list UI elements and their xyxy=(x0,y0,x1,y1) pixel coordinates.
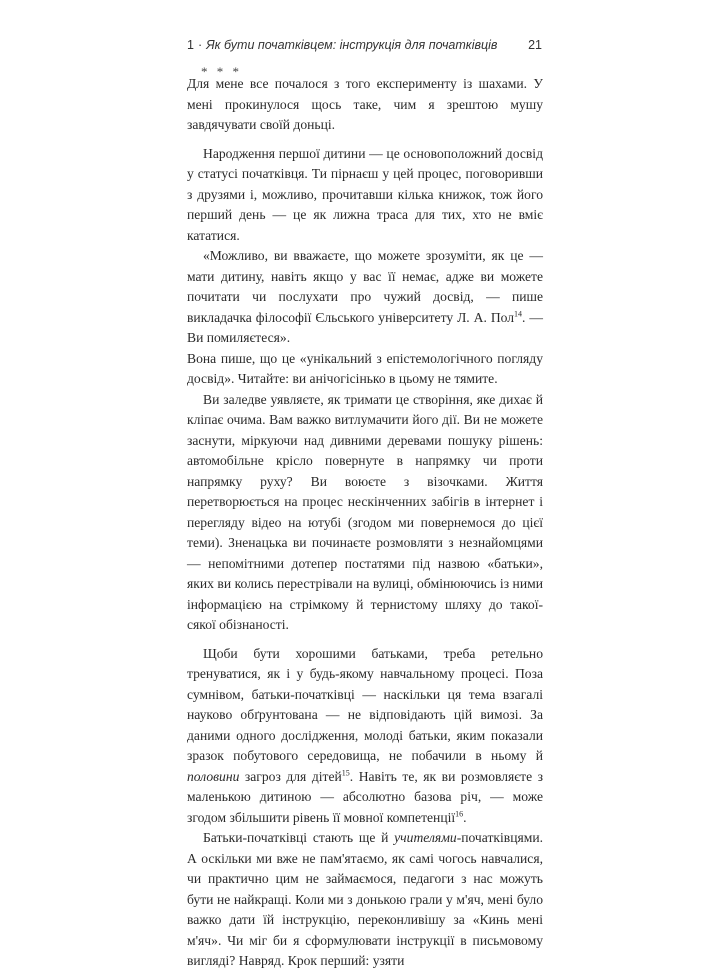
chapter-number: 1 xyxy=(187,38,194,52)
footnote-ref-14: 14 xyxy=(514,308,523,318)
paragraph-6: Щоби бути хорошими батьками, треба ретельно тренуватися, як і у будь-якому навчальному процесі. Поза сумнівом, батьки-початківці — наскільки ця тема взагалі науково обґрунтована — не відповідають цій вимозі. За даними одного дослідження, молоді батьки, яким показали зразок побутового середовища, не побачили в ньому й половини загроз для дітей$^{15}$. Навіть те, як ви розмовляєте з маленькою дитиною — абсолютно базова річ, — може згодом збільшити рівень її мовної компетенції$^{16}$. xyxy=(187,645,543,825)
section-divider: * * * xyxy=(201,64,242,79)
paragraph-1: Для мене все почалося з того експерименту із шахами. У мені прокинулося щось таке, чим я зрештою мушу завдячувати своїй доньці. xyxy=(187,76,543,132)
emphasis-text: учителями xyxy=(394,830,457,845)
running-header xyxy=(187,38,542,58)
body-text xyxy=(187,74,543,972)
paragraph-4: Вона пише, що це «унікальний з епістемологічного погляду досвід». Читайте: ви анічогісінько в цьому не тямите. xyxy=(187,350,543,386)
footnote-ref-16: 16 xyxy=(455,808,464,818)
paragraph-7: Батьки-початківці стають ще й учителями-початківцями. А оскільки ми вже не пам'ятаємо, як самі чогось навчалися, чи практично цим не займаємося, педагоги з нас можуть бути не найкращі. Коли ми з донькою грали у м'яч, мені було важко дати їй інструкцію, переконливішу за «Кинь мені м'яч». Чи міг би я сформулювати інструкції в письмовому вигляді? Навряд. Крок перший: узяти xyxy=(187,830,543,968)
paragraph-2: Народження першої дитини — це основоположний досвід у статусі початківця. Ти пірнаєш у цей процес, поговоривши з друзями і, можливо, прочитавши кілька книжок, тож його перший день — це як лижна траса для тих, хто не вміє кататися. xyxy=(187,145,543,243)
chapter-title: Як бути початківцем: інструкція для початківців xyxy=(206,38,498,52)
emphasis-text: половини xyxy=(187,768,240,784)
header-separator: · xyxy=(197,38,203,52)
paragraph-3: «Можливо, ви вважаєте, що можете зрозуміти, як це — мати дитину, навіть якщо у вас її немає, адже ви можете почитати чи послухати про чужий досвід, — пише викладачка філософії Єльського університету Л. А. Пол$^{14}$. — Ви помиляєтеся». xyxy=(187,248,543,345)
paragraph-5: Ви заледве уявляєте, як тримати це створіння, яке дихає й кліпає очима. Вам важко витлумачити його дії. Ви не можете заснути, міркуючи над дивними деревами пошуку рішень: автомобільне крісло повернуте в напрямку чи проти напрямку руху? Ви воюєте з візочками. Життя перетворюється на процес нескінченних забігів в інтернет і перегляду відео на ютубі (згодом ми повернемося до цієї теми). Зненацька ви починаєте розмовляти з незнайомцями — непомітними дотепер постатями під назвою «батьки», яких ви колись перестрівали на вулиці, обмінюючись із ними інформацією на стрімкому й тернистому шляху до такої-сякої обізнаності. xyxy=(187,391,543,632)
footnote-ref-15: 15 xyxy=(341,767,350,777)
page-number: 21 xyxy=(528,38,542,52)
